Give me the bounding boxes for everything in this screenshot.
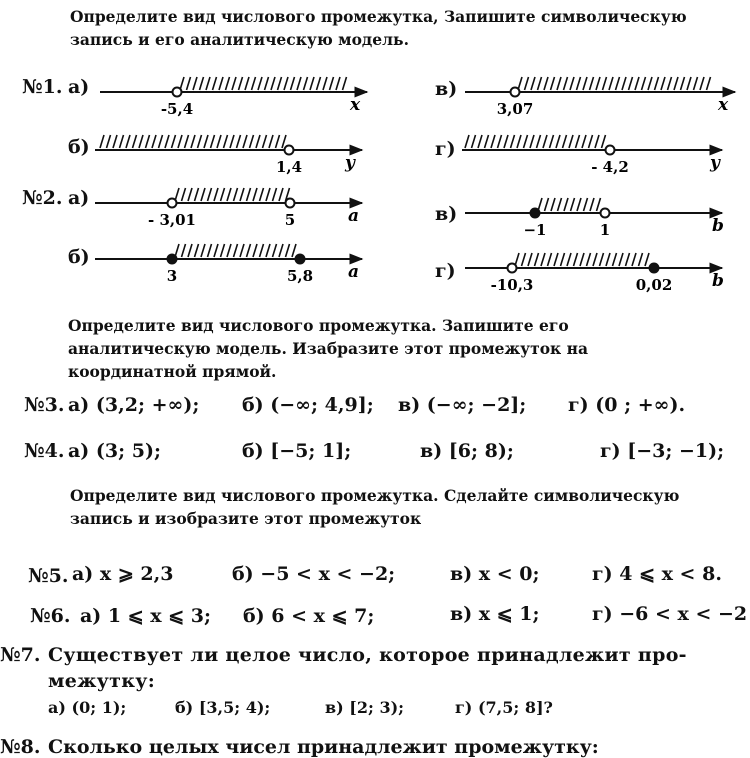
hatch-mark — [252, 77, 256, 90]
problem7-label: №7. — [0, 644, 41, 666]
hatch-mark — [558, 198, 562, 211]
problem8-label: №8. — [0, 736, 41, 758]
hatch-mark — [609, 77, 613, 90]
p2-v-letter: в) — [435, 203, 458, 225]
hatch-mark — [528, 253, 532, 266]
hatch-mark — [589, 135, 593, 148]
hatch-mark — [603, 77, 607, 90]
hatch-mark — [530, 135, 534, 148]
p4-item-v: в) [6; 8); — [420, 440, 514, 462]
hatch-mark — [279, 188, 283, 201]
hatch-mark — [700, 77, 704, 90]
hatch-mark — [551, 77, 555, 90]
hatch-mark — [564, 198, 568, 211]
point-label: - 4,2 — [591, 158, 629, 176]
p2-a-letter: а) — [68, 187, 90, 209]
hatch-mark — [146, 135, 150, 148]
hatch-mark — [214, 244, 218, 257]
hatch-mark — [574, 253, 578, 266]
hatch-mark — [548, 253, 552, 266]
hatch-mark — [590, 198, 594, 211]
p4-item-a: а) (3; 5); — [68, 440, 161, 462]
hatch-mark — [632, 253, 636, 266]
p2-b-letter: б) — [68, 246, 90, 268]
hatch-mark — [240, 188, 244, 201]
hatch-mark — [537, 135, 541, 148]
p7-item-v: в) [2; 3); — [325, 698, 405, 717]
open-point — [606, 146, 615, 155]
hatch-mark — [668, 77, 672, 90]
p1-b-letter: б) — [68, 136, 90, 158]
hatch-mark — [234, 244, 238, 257]
hatch-mark — [661, 77, 665, 90]
hatch-mark — [214, 188, 218, 201]
hatch-mark — [343, 77, 347, 90]
hatch-mark — [478, 135, 482, 148]
hatch-mark — [120, 135, 124, 148]
closed-point — [650, 264, 659, 273]
hatch-mark — [582, 135, 586, 148]
hatch-mark — [563, 135, 567, 148]
hatch-mark — [243, 135, 247, 148]
hatch-mark — [323, 77, 327, 90]
hatch-mark — [639, 253, 643, 266]
p6-item-v: в) x ⩽ 1; — [450, 603, 540, 625]
hatch-mark — [593, 253, 597, 266]
hatch-mark — [551, 198, 555, 211]
axis-variable: x — [718, 95, 729, 115]
hatch-mark — [674, 77, 678, 90]
axis-variable: a — [348, 206, 360, 226]
hatch-mark — [193, 77, 197, 90]
hatch-mark — [227, 188, 231, 201]
hatch-mark — [645, 253, 649, 266]
open-point — [601, 209, 610, 218]
hatch-mark — [595, 135, 599, 148]
hatch-mark — [616, 77, 620, 90]
instruction-line: координатной прямой. — [68, 362, 277, 381]
hatch-mark — [517, 135, 521, 148]
point-label: -10,3 — [490, 276, 534, 294]
instruction-line: запись и его аналитическую модель. — [70, 30, 409, 49]
hatch-mark — [613, 253, 617, 266]
hatch-mark — [317, 77, 321, 90]
hatch-mark — [224, 135, 228, 148]
hatch-mark — [185, 135, 189, 148]
hatch-mark — [165, 135, 169, 148]
hatch-mark — [292, 244, 296, 257]
instruction-line: Определите вид числового промежутка. Запишите его — [68, 316, 569, 335]
problem5-label: №5. — [28, 565, 69, 587]
hatch-mark — [187, 77, 191, 90]
hatch-mark — [279, 244, 283, 257]
hatch-mark — [273, 244, 277, 257]
hatch-mark — [265, 77, 269, 90]
hatch-mark — [707, 77, 711, 90]
instruction-line: аналитическую модель. Изабразите этот промежуток на — [68, 339, 589, 358]
hatch-mark — [263, 135, 267, 148]
hatch-mark — [554, 253, 558, 266]
hatch-mark — [273, 188, 277, 201]
hatch-mark — [266, 244, 270, 257]
hatch-mark — [687, 77, 691, 90]
hatch-mark — [107, 135, 111, 148]
hatch-mark — [188, 188, 192, 201]
p7-item-a: а) (0; 1); — [48, 698, 127, 717]
hatch-mark — [126, 135, 130, 148]
hatch-mark — [188, 244, 192, 257]
hatch-mark — [535, 253, 539, 266]
point-label: 1,4 — [275, 158, 303, 176]
instruction-line: Определите вид числового промежутка. Сделайте символическую — [70, 486, 680, 505]
hatch-mark — [266, 188, 270, 201]
hatch-mark — [113, 135, 117, 148]
hatch-mark — [172, 135, 176, 148]
hatch-mark — [541, 253, 545, 266]
hatch-mark — [182, 244, 186, 257]
hatch-mark — [201, 244, 205, 257]
hatch-mark — [253, 188, 257, 201]
hatch-mark — [564, 77, 568, 90]
hatch-mark — [655, 77, 659, 90]
open-point — [511, 88, 520, 97]
point-label: −1 — [523, 221, 547, 239]
hatch-mark — [240, 244, 244, 257]
p7-question-line1: Существует ли целое число, которое принадлежит про- — [48, 644, 687, 666]
hatch-mark — [250, 135, 254, 148]
hatch-mark — [648, 77, 652, 90]
hatch-mark — [606, 253, 610, 266]
hatch-mark — [260, 244, 264, 257]
hatch-mark — [600, 253, 604, 266]
hatch-mark — [191, 135, 195, 148]
hatch-mark — [206, 77, 210, 90]
hatch-mark — [577, 77, 581, 90]
hatch-mark — [284, 77, 288, 90]
problem2-label: №2. — [22, 187, 63, 209]
hatch-mark — [596, 77, 600, 90]
instruction-2 — [68, 314, 588, 383]
hatch-mark — [498, 135, 502, 148]
hatch-mark — [247, 244, 251, 257]
instruction-3 — [70, 484, 679, 530]
hatch-mark — [602, 135, 606, 148]
hatch-mark — [159, 135, 163, 148]
p4-item-b: б) [−5; 1]; — [242, 440, 352, 462]
p5-item-a: а) x ⩾ 2,3 — [72, 563, 174, 585]
hatch-mark — [571, 198, 575, 211]
hatch-mark — [211, 135, 215, 148]
hatch-mark — [269, 135, 273, 148]
hatch-mark — [258, 77, 262, 90]
p3-item-b: б) (−∞; 4,9]; — [242, 394, 374, 416]
hatch-mark — [642, 77, 646, 90]
hatch-mark — [278, 77, 282, 90]
point-label: 3 — [166, 267, 178, 285]
hatch-mark — [524, 135, 528, 148]
problem4-label: №4. — [24, 440, 65, 462]
problem3-label: №3. — [24, 394, 65, 416]
hatch-mark — [133, 135, 137, 148]
hatch-mark — [230, 135, 234, 148]
hatch-mark — [525, 77, 529, 90]
hatch-mark — [336, 77, 340, 90]
p1-v-letter: в) — [435, 78, 458, 100]
hatch-mark — [234, 188, 238, 201]
hatch-mark — [286, 244, 290, 257]
hatch-mark — [561, 253, 565, 266]
axis-variable: b — [712, 271, 724, 291]
p3-item-a: а) (3,2; +∞); — [68, 394, 200, 416]
hatch-mark — [260, 188, 264, 201]
hatch-mark — [219, 77, 223, 90]
hatch-mark — [511, 135, 515, 148]
hatch-mark — [544, 77, 548, 90]
hatch-mark — [304, 77, 308, 90]
p3-item-v: в) (−∞; −2]; — [398, 394, 527, 416]
hatch-mark — [256, 135, 260, 148]
hatch-mark — [213, 77, 217, 90]
hatch-mark — [221, 244, 225, 257]
hatch-mark — [622, 77, 626, 90]
hatch-mark — [182, 188, 186, 201]
hatch-mark — [626, 253, 630, 266]
hatch-mark — [247, 188, 251, 201]
p5-item-v: в) x < 0; — [450, 563, 540, 585]
p5-item-g: г) 4 ⩽ x < 8. — [592, 563, 722, 585]
hatch-mark — [195, 188, 199, 201]
closed-point — [168, 255, 177, 264]
hatch-mark — [569, 135, 573, 148]
hatch-mark — [694, 77, 698, 90]
hatch-mark — [538, 77, 542, 90]
hatch-mark — [491, 135, 495, 148]
axis-variable: y — [710, 153, 720, 173]
hatch-mark — [531, 77, 535, 90]
hatch-mark — [570, 77, 574, 90]
instruction-line: запись и изобразите этот промежуток — [70, 509, 422, 528]
p6-item-g: г) −6 < x < −2 — [592, 603, 748, 625]
point-label: 5,8 — [286, 267, 314, 285]
p1-g-letter: г) — [435, 138, 456, 160]
point-label: 0,02 — [635, 276, 673, 294]
p7-item-g: г) (7,5; 8]? — [455, 698, 553, 717]
p4-item-g: г) [−3; −1); — [600, 440, 725, 462]
hatch-mark — [522, 253, 526, 266]
p1-a-letter: а) — [68, 76, 90, 98]
hatch-mark — [200, 77, 204, 90]
hatch-mark — [583, 77, 587, 90]
hatch-mark — [239, 77, 243, 90]
hatch-mark — [681, 77, 685, 90]
hatch-mark — [276, 135, 280, 148]
hatch-mark — [543, 135, 547, 148]
hatch-mark — [198, 135, 202, 148]
hatch-mark — [245, 77, 249, 90]
hatch-mark — [226, 77, 230, 90]
hatch-mark — [232, 77, 236, 90]
hatch-mark — [629, 77, 633, 90]
axis-variable: x — [350, 95, 361, 115]
open-point — [168, 199, 177, 208]
hatch-mark — [550, 135, 554, 148]
hatch-mark — [221, 188, 225, 201]
hatch-mark — [472, 135, 476, 148]
hatch-mark — [567, 253, 571, 266]
hatch-mark — [227, 244, 231, 257]
hatch-mark — [465, 135, 469, 148]
point-label: 1 — [599, 221, 611, 239]
hatch-mark — [208, 188, 212, 201]
hatch-mark — [271, 77, 275, 90]
hatch-mark — [597, 198, 601, 211]
hatch-mark — [587, 253, 591, 266]
p2-g-letter: г) — [435, 260, 456, 282]
point-label: - 3,01 — [148, 211, 196, 229]
hatch-mark — [253, 244, 257, 257]
hatch-mark — [217, 135, 221, 148]
p8-question: Сколько целых чисел принадлежит промежутку: — [48, 736, 599, 758]
hatch-mark — [297, 77, 301, 90]
hatch-mark — [330, 77, 334, 90]
hatch-mark — [580, 253, 584, 266]
hatch-mark — [201, 188, 205, 201]
axis-variable: b — [712, 216, 724, 236]
point-label: 5 — [284, 211, 296, 229]
p6-item-a: а) 1 ⩽ x ⩽ 3; — [80, 605, 211, 627]
hatch-mark — [139, 135, 143, 148]
open-point — [173, 88, 182, 97]
p6-item-b: б) 6 < x ⩽ 7; — [243, 605, 375, 627]
hatch-mark — [178, 135, 182, 148]
instruction-line: Определите вид числового промежутка, Запишите символическую — [70, 7, 687, 26]
open-point — [508, 264, 517, 273]
hatch-mark — [577, 198, 581, 211]
hatch-mark — [590, 77, 594, 90]
hatch-mark — [635, 77, 639, 90]
problem1-label: №1. — [22, 76, 63, 98]
closed-point — [296, 255, 305, 264]
axis-variable: a — [348, 262, 360, 282]
hatch-mark — [545, 198, 549, 211]
hatch-mark — [100, 135, 104, 148]
axis-variable: y — [345, 153, 355, 173]
closed-point — [531, 209, 540, 218]
open-point — [285, 146, 294, 155]
point-label: 3,07 — [496, 100, 534, 118]
hatch-mark — [237, 135, 241, 148]
hatch-mark — [152, 135, 156, 148]
hatch-mark — [557, 77, 561, 90]
p7-question-line2: межутку: — [48, 670, 156, 692]
p7-item-b: б) [3,5; 4); — [175, 698, 271, 717]
hatch-mark — [556, 135, 560, 148]
hatch-mark — [208, 244, 212, 257]
hatch-mark — [485, 135, 489, 148]
hatch-mark — [291, 77, 295, 90]
point-label: -5,4 — [160, 100, 194, 118]
hatch-mark — [310, 77, 314, 90]
hatch-mark — [619, 253, 623, 266]
hatch-mark — [584, 198, 588, 211]
number-line-figures — [0, 0, 750, 310]
p3-item-g: г) (0 ; +∞). — [568, 394, 686, 416]
open-point — [286, 199, 295, 208]
p5-item-b: б) −5 < x < −2; — [232, 563, 396, 585]
problem6-label: №6. — [30, 605, 71, 627]
hatch-mark — [204, 135, 208, 148]
hatch-mark — [576, 135, 580, 148]
hatch-mark — [504, 135, 508, 148]
hatch-mark — [195, 244, 199, 257]
